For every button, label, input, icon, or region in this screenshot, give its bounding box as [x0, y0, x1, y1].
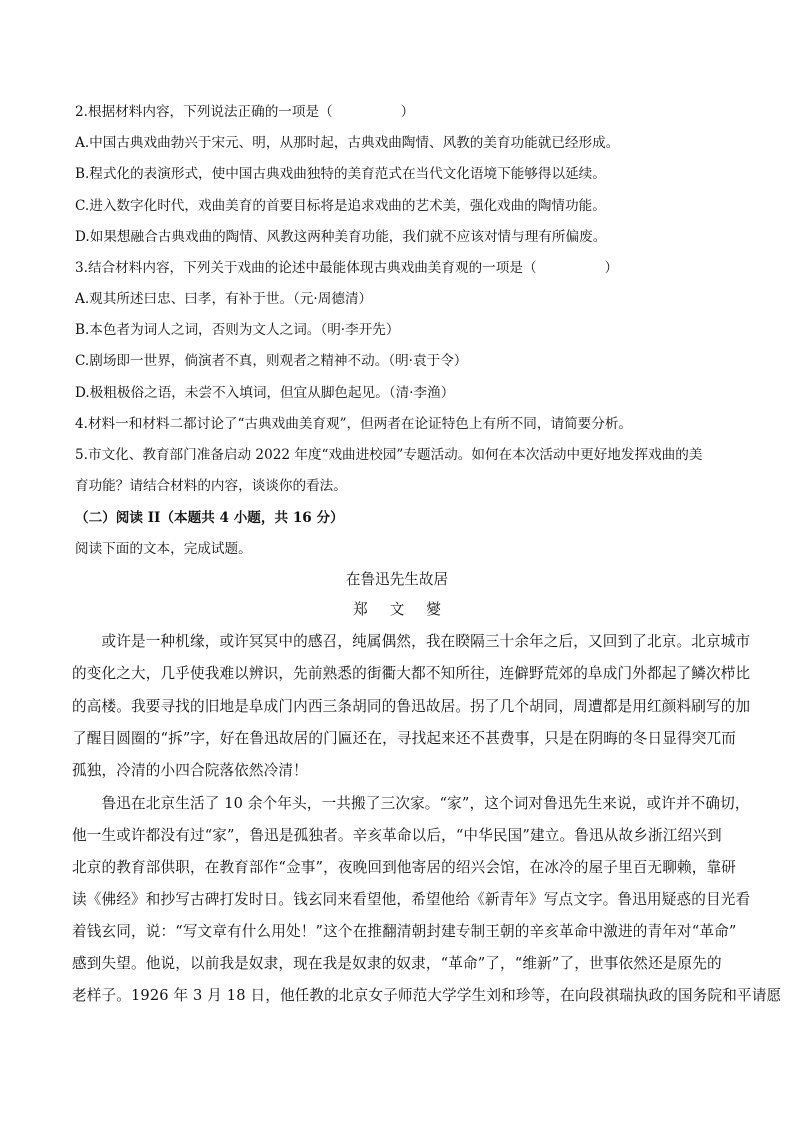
article-line: 老样子。1926 年 3 月 18 日，他任教的北京女子师范大学学生刘和珍等，在向段祺瑞执政的国务院和平请愿: [72, 987, 782, 1004]
question-3-option-a: A.观其所述曰忠、曰孝，有补于世。（元·周德清）: [75, 291, 373, 307]
article-line: 读《佛经》和抄写古碑打发时日。钱玄同来看望他，希望他给《新青年》写点文字。鲁迅用疑惑的目光看: [72, 891, 751, 908]
article-line: 的变化之大，几乎使我难以辨识，先前熟悉的街衢大都不知所往，连僻野荒郊的阜成门外都起了鳞次栉比: [72, 665, 751, 682]
article-line: 了醒目圆圈的“拆”字，好在鲁迅故居的门匾还在，寻找起来还不甚费事，只是在阴晦的冬日显得突兀而: [72, 730, 736, 747]
article-line: 北京的教育部供职，在教育部作“佥事”，夜晚回到他寄居的绍兴会馆，在冰冷的屋子里百无聊赖，靠研: [72, 859, 736, 876]
section-heading: （二）阅读 II（本题共 4 小题，共 16 分）: [75, 510, 344, 526]
article-author: [0, 600, 794, 620]
article-line: 感到失望。他说，以前我是奴隶，现在我是奴隶的奴隶，“革命”了，“维新”了，世事依然还是原先的: [72, 955, 722, 972]
question-3-option-c: C.剧场即一世界，倘演者不真，则观者之精神不动。（明·袁于令）: [75, 353, 468, 369]
question-2-option-d: D.如果想融合古典戏曲的陶情、风教这两种美育功能，我们就不应该对情与理有所偏废。: [75, 229, 607, 245]
question-2-option-a: A.中国古典戏曲勃兴于宋元、明，从那时起，古典戏曲陶情、风教的美育功能就已经形成。: [75, 135, 620, 151]
question-5-line-1: 5.市文化、教育部门准备启动 2022 年度“戏曲进校园”专题活动。如何在本次活动中更好地发挥戏曲的美: [75, 447, 703, 463]
article-line: 着钱玄同，说：“写文章有什么用处！”这个在推翻清朝封建专制王朝的辛亥革命中激进的青年对“革命”: [72, 923, 737, 940]
article-title: 在鲁迅先生故居: [345, 571, 449, 588]
question-3-option-d: D.极粗极俗之语，未尝不入填词，但宜从脚色起见。（清·李渔）: [75, 385, 455, 401]
article-line: 或许是一种机缘，或许冥冥中的感召，纯属偶然，我在睽隔三十余年之后，又回到了北京。北京城市: [72, 633, 751, 650]
question-2-option-c: C.进入数字化时代，戏曲美育的首要目标将是追求戏曲的艺术美，强化戏曲的陶情功能。: [75, 198, 606, 214]
question-2-option-b: B.程式化的表演形式，使中国古典戏曲独特的美育范式在当代文化语境下能够得以延续。: [75, 166, 606, 182]
author-name: 郑文夑: [353, 601, 463, 618]
article-line: 他一生或许都没有过“家”，鲁迅是孤独者。辛亥革命以后，“中华民国”建立。鲁迅从故乡浙江绍兴到: [72, 827, 722, 844]
article-line: 的高楼。我要寻找的旧地是阜成门内西三条胡同的鲁迅故居。拐了几个胡同，周遭都是用红颜料刷写的加: [72, 698, 751, 715]
article-line: 鲁迅在北京生活了 10 余个年头，一共搬了三次家。“家”，这个词对鲁迅先生来说，或许并不确切，: [72, 795, 750, 812]
article-line: 孤独，冷清的小四合院落依然冷清！: [72, 762, 308, 779]
section-instruction: 阅读下面的文本，完成试题。: [75, 541, 252, 557]
question-4: 4.材料一和材料二都讨论了“古典戏曲美育观”，但两者在论证特色上有所不同，请简要分析。: [75, 416, 633, 432]
question-3-stem: 3.结合材料内容，下列关于戏曲的论述中最能体现古典戏曲美育观的一项是（ ）: [75, 260, 619, 276]
question-3-option-b: B.本色者为词人之词，否则为文人之词。（明·李开先）: [75, 322, 400, 338]
question-2-stem: 2.根据材料内容，下列说法正确的一项是（ ）: [75, 104, 415, 120]
question-5-line-2: 育功能？请结合材料的内容，谈谈你的看法。: [75, 478, 347, 494]
